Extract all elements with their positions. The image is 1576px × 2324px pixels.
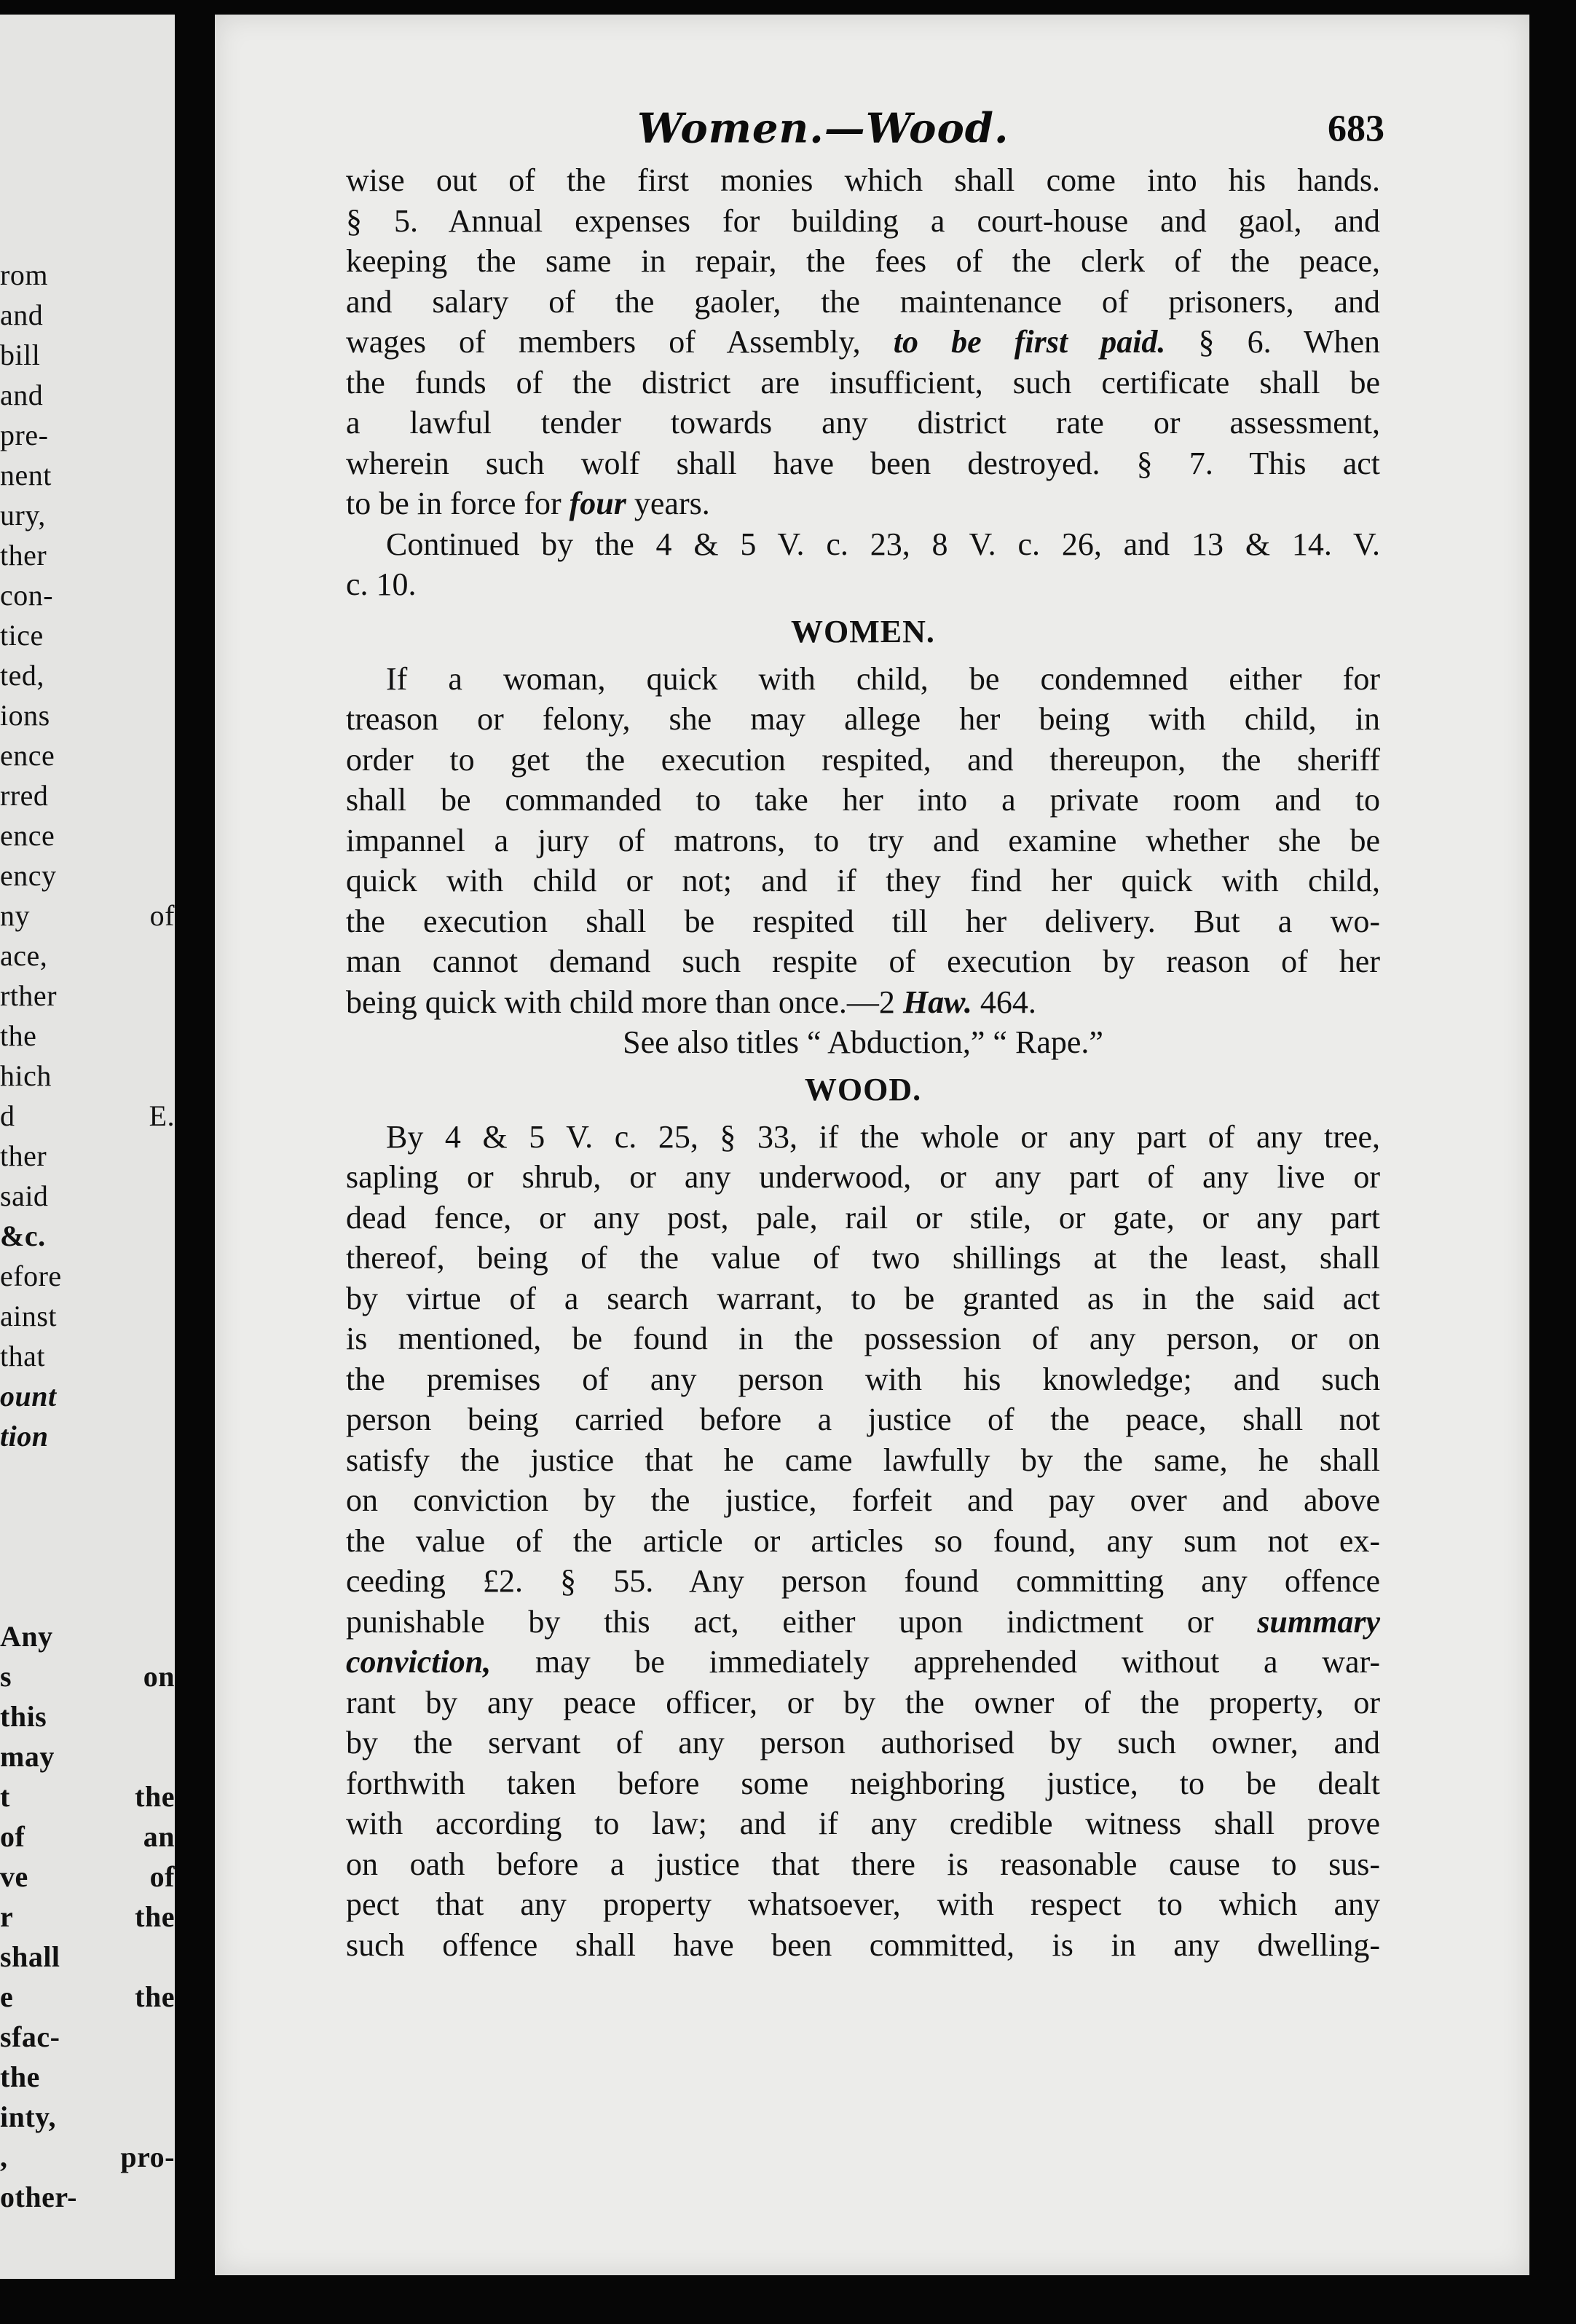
text-line: dead fence, or any post, pale, rail or stile, or gate, or any part [346, 1199, 1380, 1236]
text-line [346, 1602, 1380, 1643]
left-fragment: ny of [0, 899, 175, 932]
left-fragment: the [0, 2060, 40, 2093]
text-line [346, 982, 1380, 1023]
text-line: wherein such wolf shall have been destroyed. § 7. This act [346, 445, 1380, 481]
left-fragment: nent [0, 459, 52, 491]
left-page-edge [0, 15, 175, 2279]
left-fragment: said [0, 1179, 49, 1212]
text-line: by virtue of a search warrant, to be granted as in the said act [346, 1280, 1380, 1316]
text-line: satisfy the justice that he came lawfully by the same, he shall [346, 1442, 1380, 1478]
left-fragment: of an [0, 1820, 175, 1853]
page-content [346, 15, 1384, 1965]
text-line: keeping the same in repair, the fees of the clerk of the peace, [346, 243, 1380, 279]
left-fragment: &c. [0, 1220, 46, 1252]
left-fragment: bill [0, 339, 41, 371]
left-fragment: ency [0, 859, 57, 892]
right-page [215, 15, 1529, 2275]
wages-text: wages of members of Assembly, [346, 324, 861, 360]
text-line: by the servant of any person authorised by such owner, and [346, 1725, 1380, 1760]
text-line: person being carried before a justice of the peace, shall not [346, 1402, 1380, 1437]
left-fragment: ury, [0, 499, 46, 531]
left-fragment: this [0, 1700, 47, 1733]
text-line: on oath before a justice that there is reasonable cause to sus- [346, 1846, 1380, 1882]
left-fragment: rom [0, 258, 48, 291]
text-line: shall be commanded to take her into a private room and to [346, 782, 1380, 818]
left-fragment: t the [0, 1780, 175, 1813]
left-page-text-fragments [0, 255, 175, 2217]
text-line: is mentioned, be found in the possession of any person, or on [346, 1321, 1380, 1356]
left-fragment: other- [0, 2181, 77, 2213]
left-fragment: and [0, 299, 44, 331]
left-fragment: that [0, 1340, 45, 1372]
four-years-emphasis: four [569, 486, 626, 521]
text-line: and salary of the gaoler, the maintenance of prisoners, and [346, 283, 1380, 320]
text-line: impannel a jury of matrons, to try and examine whether she be [346, 822, 1380, 858]
left-fragment: pre- [0, 419, 49, 451]
women-last-line: being quick with child more than once.—2 [346, 984, 895, 1020]
conviction-emphasis: conviction, [346, 1644, 492, 1680]
text-line: pect that any property whatsoever, with respect to which any [346, 1886, 1380, 1922]
text-line: forthwith taken before some neighboring justice, to be dealt [346, 1765, 1380, 1801]
left-fragment: tice [0, 619, 44, 652]
citation-haw: Haw. [902, 984, 972, 1020]
text-line: thereof, being of the value of two shillings at the least, shall [346, 1240, 1380, 1276]
left-fragment: may [0, 1740, 55, 1773]
section-heading-women: WOMEN. [791, 613, 935, 649]
page-number: 683 [1328, 108, 1384, 150]
left-fragment: ence [0, 819, 55, 852]
running-head [346, 15, 1384, 160]
left-fragment: , pro- [0, 2141, 175, 2173]
text-line [346, 483, 1380, 524]
left-fragment: shall [0, 1940, 60, 1973]
text-line: the value of the article or articles so found, any sum not ex- [346, 1522, 1380, 1559]
left-fragment: ainst [0, 1300, 58, 1332]
left-fragment: ace, [0, 939, 48, 972]
punishable-text: punishable by this act, either upon indictment or [346, 1603, 1214, 1640]
text-line: on conviction by the justice, forfeit and pay over and above [346, 1482, 1380, 1518]
left-gap [0, 1456, 175, 1616]
running-head-title: Women.—Wood. [637, 104, 1009, 153]
left-fragment: rther [0, 979, 58, 1012]
text-line: ceeding £2. § 55. Any person found committing any offence [346, 1563, 1380, 1599]
years-text: years. [634, 486, 710, 521]
see-also-line: See also titles “ Abduction,” “ Rape.” [623, 1024, 1103, 1060]
text-line: such offence shall have been committed, is in any dwelling- [346, 1926, 1380, 1963]
text-line: § 5. Annual expenses for building a court-house and gaol, and [346, 202, 1380, 239]
left-fragment: sfac- [0, 2020, 60, 2053]
left-fragment: ount [0, 1380, 57, 1412]
text-line [346, 322, 1380, 363]
book-gutter [175, 0, 215, 2324]
text-line: quick with child or not; and if they find her quick with child, [346, 863, 1380, 898]
left-fragment: con- [0, 579, 54, 612]
text-line: the premises of any person with his knowledge; and such [346, 1361, 1380, 1397]
text-line: rant by any peace officer, or by the owner of the property, or [346, 1684, 1380, 1720]
summary-emphasis: summary [1257, 1603, 1381, 1640]
text-line: Continued by the 4 & 5 V. c. 23, 8 V. c. 26, and 13 & 14. V. [386, 526, 1380, 562]
text-line: with according to law; and if any credible witness shall prove [346, 1806, 1380, 1841]
left-fragment: ted, [0, 659, 44, 692]
left-fragment: d E. [0, 1099, 175, 1132]
text-line [346, 1642, 1380, 1683]
left-fragment: ve of [0, 1860, 175, 1893]
to-be-first-paid: to be first paid. [893, 324, 1166, 360]
text-line: By 4 & 5 V. c. 25, § 33, if the whole or any part of any tree, [386, 1118, 1380, 1155]
in-force-text: to be in force for [346, 486, 562, 521]
left-fragment: ions [0, 699, 50, 732]
women-paragraph [346, 659, 1380, 1063]
text-line: order to get the execution respited, and thereupon, the sheriff [346, 741, 1380, 778]
text-line: If a woman, quick with child, be condemned either for [386, 660, 1380, 697]
left-fragment: inty, [0, 2100, 56, 2133]
left-fragment: ther [0, 539, 47, 572]
text-line: the funds of the district are insufficient, such certificate shall be [346, 364, 1380, 400]
text-line: the execution shall be respited till her delivery. But a wo- [346, 903, 1380, 939]
text-line: treason or felony, she may allege her being with child, in [346, 701, 1380, 737]
text-line: sapling or shrub, or any underwood, or any part of any live or [346, 1159, 1380, 1195]
left-fragment: efore [0, 1260, 62, 1292]
left-fragment: hich [0, 1059, 52, 1092]
left-fragment: r the [0, 1900, 175, 1933]
section-6: § 6. When [1198, 324, 1381, 360]
left-fragment: tion [0, 1420, 49, 1452]
text-line: c. 10. [346, 566, 417, 602]
left-fragment: the [0, 1019, 37, 1052]
text-line: a lawful tender towards any district rate or assessment, [346, 405, 1380, 440]
citation-page: 464. [980, 984, 1036, 1020]
left-fragment: and [0, 379, 44, 411]
left-fragment: s on [0, 1660, 175, 1693]
left-fragment: e the [0, 1980, 175, 2013]
text-line: man cannot demand such respite of execution by reason of her [346, 944, 1380, 979]
left-fragment: rred [0, 779, 49, 812]
left-fragment: ence [0, 739, 55, 772]
wood-paragraph [346, 1117, 1380, 1966]
section-heading-wood: WOOD. [804, 1071, 922, 1107]
left-fragment: ther [0, 1139, 47, 1172]
text-line: wise out of the first monies which shall come into his hands. [346, 162, 1380, 198]
left-fragment: Any [0, 1620, 53, 1653]
apprehended-text: may be immediately apprehended without a war- [535, 1644, 1380, 1680]
wolves-act-continued [346, 160, 1380, 605]
